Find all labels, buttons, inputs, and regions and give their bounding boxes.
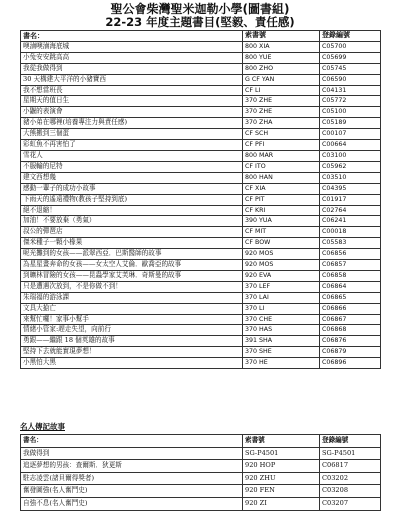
table-row [21,129,381,140]
table-row [21,140,381,151]
book-title-cell: 彩虹魚不再害怕了 [21,140,243,151]
accession-number-cell: C05100 [320,107,381,118]
column-header-title: 書名： [21,435,243,448]
call-number-cell: 370 SHE [243,347,320,358]
section-title-biographies: 名人傳記故事 [20,422,65,431]
book-title-cell: 朱瑞福的游泳課 [21,292,243,303]
call-number-cell: 800 HAN [243,172,320,183]
call-number-cell: CF LI [243,85,320,96]
theme-booklist-table [20,30,381,369]
accession-number-cell: C06865 [320,292,381,303]
call-number-cell: 920 MOS [243,260,320,271]
column-header-accession-number: 登錄編號 [320,31,381,42]
accession-number-cell: C05189 [320,118,381,129]
table-row [21,281,381,292]
table-row [21,107,381,118]
call-number-cell: 390 YUA [243,216,320,227]
table-header-row [21,435,381,448]
table-row [21,270,381,281]
accession-number-cell: C01917 [320,194,381,205]
accession-number-cell: C03510 [320,172,381,183]
accession-number-cell: C06867 [320,314,381,325]
book-title-cell: 我從我做得到 [21,63,243,74]
accession-number-cell: C06858 [320,270,381,281]
call-number-cell: 370 ZHA [243,118,320,129]
call-number-cell: 370 LI [243,303,320,314]
book-title-cell: 小兔安安跳高高 [21,52,243,63]
column-header-call-number: 索書號 [243,31,320,42]
book-title-cell: 傑米種子一顆小橡果 [21,238,243,249]
biography-booklist-table [20,434,381,511]
accession-number-cell: C06876 [320,336,381,347]
book-title-cell: 來幫忙囉！家事小幫手 [21,314,243,325]
call-number-cell: 370 LEF [243,281,320,292]
accession-number-cell: C06817 [320,460,381,473]
book-title-cell: 不服輸的尼特 [21,161,243,172]
table-row [21,303,381,314]
table-row [21,118,381,129]
table-row [21,227,381,238]
call-number-cell: 800 ZHO [243,63,320,74]
accession-number-cell: C05745 [320,63,381,74]
accession-number-cell: C03100 [320,150,381,161]
call-number-cell: 370 ZHE [243,96,320,107]
book-title-cell: 小黑怕大黑 [21,358,243,369]
book-title-cell: 堅持下去就能實現夢想！ [21,347,243,358]
call-number-cell: CF XIA [243,183,320,194]
call-number-cell: 370 HAS [243,325,320,336]
table-row [21,336,381,347]
call-number-cell: 920 MOS [243,249,320,260]
book-title-cell: 到曠林冒險的女孩——昆蟲學家艾芙琳．奇斯曼的故事 [21,270,243,281]
accession-number-cell: C06868 [320,325,381,336]
accession-number-cell: C02764 [320,205,381,216]
table-row [21,74,381,85]
call-number-cell: 920 FEN [243,485,320,498]
accession-number-cell: C06857 [320,260,381,271]
accession-number-cell: C05962 [320,161,381,172]
book-title-cell: 呢光攤到的女孩——派翠西亞．巴斯醫師的故事 [21,249,243,260]
accession-number-cell: C05699 [320,52,381,63]
table-row [21,249,381,260]
book-title-cell: 我不想當班長 [21,85,243,96]
book-title-cell: 小鼴的表演會 [21,107,243,118]
table-row [21,238,381,249]
call-number-cell: 370 LAI [243,292,320,303]
table-header-row [21,31,381,42]
column-header-accession-number: 登錄編號 [320,435,381,448]
table-row [21,260,381,271]
table-row [21,497,381,510]
book-title-cell: 文具大搶亡 [21,303,243,314]
book-title-cell: 自強不息(名人奮鬥史) [21,497,243,510]
accession-number-cell: C06896 [320,358,381,369]
accession-number-cell: C06856 [320,249,381,260]
table-row [21,96,381,107]
table-row [21,150,381,161]
call-number-cell: CF BOW [243,238,320,249]
book-title-cell: 雪花人 [21,150,243,161]
book-title-cell: 大熊搬到三個蛋 [21,129,243,140]
accession-number-cell: C03208 [320,485,381,498]
call-number-cell: CF PIT [243,194,320,205]
table-row [21,325,381,336]
table-row [21,85,381,96]
table-row [21,41,381,52]
book-title-cell: 加油！不要放棄（勇氣） [21,216,243,227]
accession-number-cell: C00664 [320,140,381,151]
call-number-cell: 920 HOP [243,460,320,473]
call-number-cell: CF MIT [243,227,320,238]
call-number-cell: 800 YUE [243,52,320,63]
accession-number-cell: C06241 [320,216,381,227]
call-number-cell: 920 ZHU [243,472,320,485]
book-title-cell: 下雨天的遙遠禮物(教孩子堅持到底) [21,194,243,205]
book-title-cell: 噢滷噢滷海底城 [21,41,243,52]
table-row [21,194,381,205]
accession-number-cell: C05583 [320,238,381,249]
accession-number-cell: SG-P4501 [320,447,381,460]
column-header-call-number: 索書號 [243,435,320,448]
book-title-cell: 勇跟——繼跟 18 個英雄的故事 [21,336,243,347]
call-number-cell: 920 EVA [243,270,320,281]
table-row [21,447,381,460]
accession-number-cell: C03207 [320,497,381,510]
table-row [21,172,381,183]
table-row [21,161,381,172]
table-row [21,358,381,369]
call-number-cell: CF ITO [243,161,320,172]
accession-number-cell: C06866 [320,303,381,314]
book-title-cell: 情緒小管家:趕走失望，向前行 [21,325,243,336]
call-number-cell: 800 MAR [243,150,320,161]
table-row [21,485,381,498]
school-title: 聖公會柴灣聖米迦勒小學(圖書組) [110,2,290,16]
table-row [21,205,381,216]
call-number-cell: 920 ZI [243,497,320,510]
call-number-cell: CF SCH [243,129,320,140]
table-row [21,460,381,473]
call-number-cell: 370 CHE [243,314,320,325]
call-number-cell: CF PFI [243,140,320,151]
book-title-cell: 我做得到 [21,447,243,460]
table-row [21,183,381,194]
call-number-cell: G CF YAN [243,74,320,85]
accession-number-cell: C05700 [320,41,381,52]
accession-number-cell: C00018 [320,227,381,238]
book-title-cell: 叔公的彈琶店 [21,227,243,238]
accession-number-cell: C06864 [320,281,381,292]
book-title-cell: 奮發圖強(名人奮鬥史) [21,485,243,498]
accession-number-cell: C03202 [320,472,381,485]
call-number-cell: 800 XIA [243,41,320,52]
table-row [21,216,381,227]
book-title-cell: 建文西想幾 [21,172,243,183]
table-row [21,472,381,485]
accession-number-cell: C04131 [320,85,381,96]
call-number-cell: 391 SHA [243,336,320,347]
book-title-cell: 感動一輩子的成功小故事 [21,183,243,194]
accession-number-cell: C06590 [320,74,381,85]
table-row [21,52,381,63]
column-header-title: 書名： [21,31,243,42]
table-row [21,314,381,325]
book-title-cell: 星期天的值日生 [21,96,243,107]
accession-number-cell: C06879 [320,347,381,358]
book-title-cell: 為星星畫奔命的女孩——女太空人艾倫．歐喬亞的故事 [21,260,243,271]
booklist-subtitle: 22-23 年度主題書目(堅毅、責任感) [105,15,295,29]
book-title-cell: 30 天構建大平洋的小豬寶西 [21,74,243,85]
table-row [21,63,381,74]
book-title-cell: 豬小弟在哪裡(培養專注力與責任感) [21,118,243,129]
book-title-cell: 只是遭遇次放到，不是你做不到！ [21,281,243,292]
book-title-cell: 絕不退縮！ [21,205,243,216]
table-row [21,347,381,358]
table-row [21,292,381,303]
accession-number-cell: C05772 [320,96,381,107]
accession-number-cell: C04395 [320,183,381,194]
accession-number-cell: C00107 [320,129,381,140]
book-title-cell: 駐志凌雲(諸貝爾得獎者) [21,472,243,485]
call-number-cell: 370 ZHE [243,107,320,118]
call-number-cell: CF KRI [243,205,320,216]
call-number-cell: 370 HE [243,358,320,369]
book-title-cell: 追逐夢想的男孩：查爾斯．狄更斯 [21,460,243,473]
call-number-cell: SG-P4501 [243,447,320,460]
